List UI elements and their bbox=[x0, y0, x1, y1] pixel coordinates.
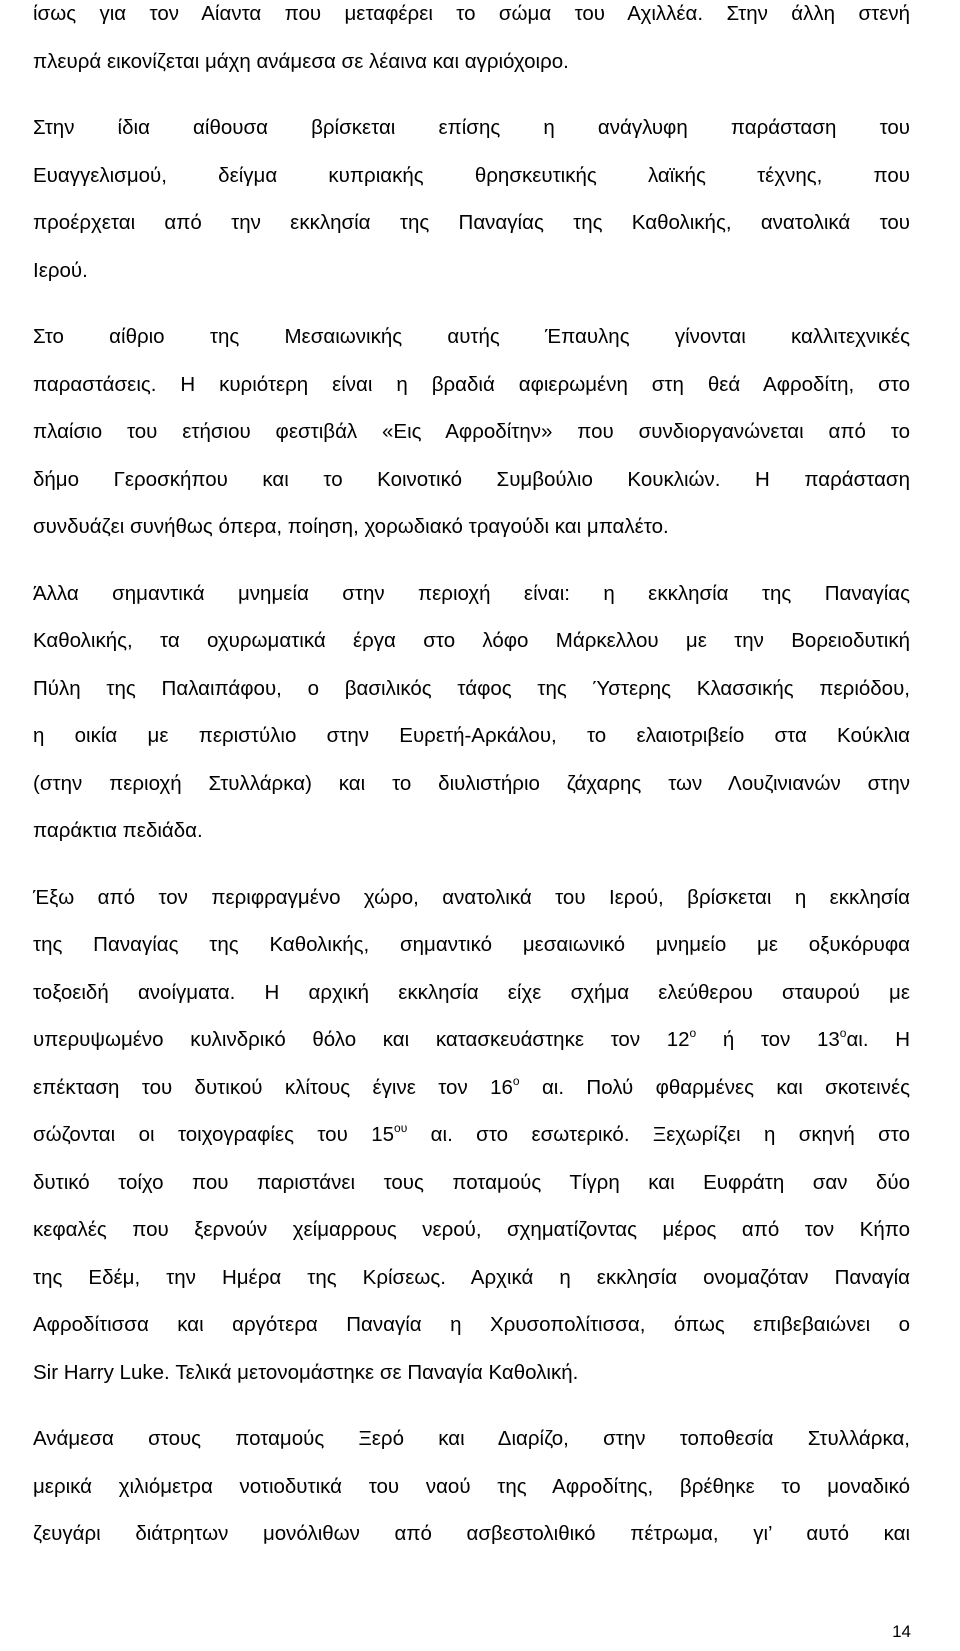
text-segment: σώζονται οι τοιχογραφίες του 15 bbox=[33, 1123, 395, 1146]
superscript: ου bbox=[394, 1121, 408, 1135]
text-segment: αι. στο εσωτερικό. Ξεχωρίζει η σκηνή στο bbox=[407, 1123, 910, 1146]
paragraph-4 bbox=[33, 570, 910, 855]
page-number: 14 bbox=[892, 1622, 911, 1641]
document-page bbox=[33, 0, 910, 1558]
text-line: παραστάσεις. Η κυριότερη είναι η βραδιά αφιερωμένη στη θεά Αφροδίτη, στο bbox=[33, 372, 910, 396]
text-line: Έξω από τον περιφραγμένο χώρο, ανατολικά του Ιερού, βρίσκεται η εκκλησία bbox=[33, 885, 910, 909]
text-line: η οικία με περιστύλιο στην Ευρετή-Αρκάλου, το ελαιοτριβείο στα Κούκλια bbox=[33, 724, 910, 747]
text-line-with-superscripts bbox=[33, 1064, 910, 1112]
superscript: ο bbox=[839, 1026, 847, 1040]
text-line: Στην ίδια αίθουσα βρίσκεται επίσης η ανάγλυφη παράσταση του bbox=[33, 116, 910, 139]
text-line: μερικά χιλιόμετρα νοτιοδυτικά του ναού της Αφροδίτης, βρέθηκε το μοναδικό bbox=[33, 1474, 910, 1498]
text-line: ίσως για τον Αίαντα που μεταφέρει το σώμα του Αχιλλέα. Στην άλλη στενή bbox=[33, 2, 910, 25]
superscript: ο bbox=[512, 1073, 520, 1088]
text-line: δυτικό τοίχο που παριστάνει τους ποταμούς Τίγρη και Ευφράτη σαν δύο bbox=[33, 1170, 910, 1194]
text-line-with-superscripts bbox=[33, 1111, 910, 1159]
text-line: Ιερού. bbox=[33, 258, 88, 282]
text-segment: αι. Η bbox=[846, 1028, 910, 1051]
text-segment: ή τον 13 bbox=[696, 1028, 840, 1051]
text-line: πλαίσιο του ετήσιου φεστιβάλ «Εις Αφροδίτην» που συνδιοργανώνεται από το bbox=[33, 420, 910, 443]
text-line: Αφροδίτισσα και αργότερα Παναγία η Χρυσοπολίτισσα, όπως επιβεβαιώνει ο bbox=[33, 1313, 910, 1336]
text-line: (στην περιοχή Στυλλάρκα) και το διυλιστήριο ζάχαρης των Λουζινιανών στην bbox=[33, 771, 910, 795]
text-line: τοξοειδή ανοίγματα. Η αρχική εκκλησία είχε σχήμα ελεύθερου σταυρού με bbox=[33, 980, 910, 1004]
text-line: παράκτια πεδιάδα. bbox=[33, 819, 203, 842]
paragraph-6 bbox=[33, 1415, 910, 1558]
text-segment: επέκταση του δυτικού κλίτους έγινε τον 16 bbox=[33, 1075, 513, 1099]
text-line-with-superscripts bbox=[33, 1016, 910, 1064]
text-line: δήμο Γεροσκήπου και το Κοινοτικό Συμβούλιο Κουκλιών. Η παράσταση bbox=[33, 467, 910, 491]
paragraph-1 bbox=[33, 0, 910, 85]
text-line: Ευαγγελισμού, δείγμα κυπριακής θρησκευτικής λαϊκής τέχνης, που bbox=[33, 163, 910, 187]
text-segment: υπερυψωμένο κυλινδρικό θόλο και κατασκευάστηκε τον 12 bbox=[33, 1028, 690, 1051]
paragraph-5 bbox=[33, 874, 910, 1397]
text-line: της Παναγίας της Καθολικής, σημαντικό μεσαιωνικό μνημείο με οξυκόρυφα bbox=[33, 933, 910, 956]
text-line: Ανάμεσα στους ποταμούς Ξερό και Διαρίζο, στην τοποθεσία Στυλλάρκα, bbox=[33, 1427, 910, 1450]
paragraph-2 bbox=[33, 104, 910, 294]
text-line: πλευρά εικονίζεται μάχη ανάμεσα σε λέαινα και αγριόχοιρο. bbox=[33, 49, 569, 73]
text-segment: αι. Πολύ φθαρμένες και σκοτεινές bbox=[519, 1075, 910, 1099]
text-line: Sir Harry Luke. Τελικά μετονομάστηκε σε Παναγία Καθολική. bbox=[33, 1360, 579, 1384]
text-line: ζευγάρι διάτρητων μονόλιθων από ασβεστολιθικό πέτρωμα, γι’ αυτό και bbox=[33, 1522, 910, 1545]
text-line: συνδυάζει συνήθως όπερα, ποίηση, χορωδιακό τραγούδι και μπαλέτο. bbox=[33, 515, 669, 538]
text-line: κεφαλές που ξερνούν χείμαρρους νερού, σχηματίζοντας μέρος από τον Κήπο bbox=[33, 1218, 910, 1241]
text-line: της Εδέμ, την Ημέρα της Κρίσεως. Αρχικά η εκκλησία ονομαζόταν Παναγία bbox=[33, 1265, 910, 1289]
text-line: Στο αίθριο της Μεσαιωνικής αυτής Έπαυλης γίνονται καλλιτεχνικές bbox=[33, 325, 910, 348]
text-line: Πύλη της Παλαιπάφου, ο βασιλικός τάφος της Ύστερης Κλασσικής περιόδου, bbox=[33, 676, 910, 700]
text-line: Άλλα σημαντικά μνημεία στην περιοχή είναι: η εκκλησία της Παναγίας bbox=[33, 581, 910, 605]
superscript: ο bbox=[689, 1026, 697, 1040]
text-line: προέρχεται από την εκκλησία της Παναγίας της Καθολικής, ανατολικά του bbox=[33, 211, 910, 234]
text-line: Καθολικής, τα οχυρωματικά έργα στο λόφο Μάρκελλου με την Βορειοδυτική bbox=[33, 629, 910, 652]
paragraph-3 bbox=[33, 313, 910, 551]
